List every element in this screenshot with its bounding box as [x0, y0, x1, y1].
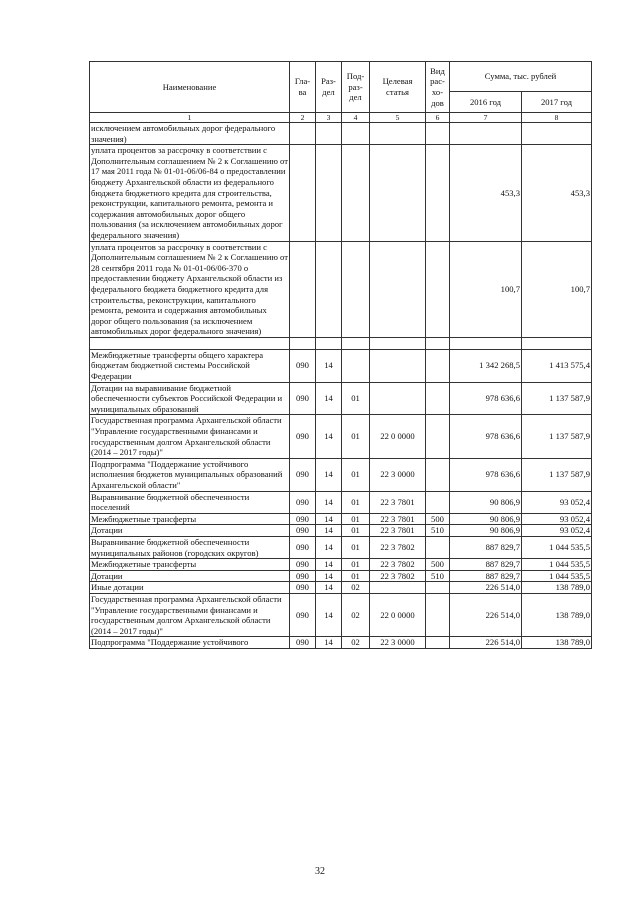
cell-target: 22 3 7801	[370, 491, 426, 513]
cell-target: 22 3 7801	[370, 513, 426, 525]
cell-subsection: 01	[342, 513, 370, 525]
cell-2017: 1 137 587,9	[522, 415, 592, 458]
cell-2017	[522, 337, 592, 349]
cell-section: 14	[316, 382, 342, 415]
cell-expense-type: 500	[426, 513, 450, 525]
cell-target: 22 3 7802	[370, 570, 426, 582]
table-row	[90, 582, 592, 594]
cell-name: уплата процентов за рассрочку в соответствии с Дополнительным соглашением № 2 к Соглашению от 28 сентября 2011 года № 01-01-06/06-370 о предоставлении бюджету Архангельской области из федерального бюджета бюджетного кредита для строительства, реконструкции, капитального ремонта, ремонта и содержания автомобильных дорог общего пользования (за исключением автомобильных дорог федерального значения)	[91, 241, 288, 337]
cell-2016: 978 636,6	[450, 382, 522, 415]
cell-section: 14	[316, 491, 342, 513]
cell-name: Дотации на выравнивание бюджетной обеспеченности субъектов Российской Федерации и муниципальных образований	[90, 382, 290, 415]
cell-subsection: 02	[342, 637, 370, 649]
col-number: 3	[316, 113, 342, 123]
cell-name	[90, 337, 290, 349]
cell-target	[370, 123, 426, 145]
cell-target	[370, 582, 426, 594]
cell-section: 14	[316, 582, 342, 594]
table-row	[90, 337, 592, 349]
table-row	[90, 145, 592, 241]
cell-section: 14	[316, 536, 342, 558]
col-number: 2	[290, 113, 316, 123]
cell-expense-type	[426, 491, 450, 513]
cell-2017: 1 137 587,9	[522, 458, 592, 491]
cell-expense-type	[426, 415, 450, 458]
cell-chapter	[290, 337, 316, 349]
cell-subsection: 01	[342, 525, 370, 537]
col-chapter-header: Гла- ва	[290, 62, 316, 113]
table-row	[90, 637, 592, 649]
cell-chapter	[290, 145, 316, 241]
cell-chapter: 090	[290, 458, 316, 491]
cell-subsection	[342, 337, 370, 349]
cell-chapter: 090	[290, 536, 316, 558]
table-body	[90, 123, 592, 649]
table-row	[90, 123, 592, 145]
cell-expense-type	[426, 458, 450, 491]
col-2017-header: 2017 год	[522, 92, 592, 113]
table-row	[90, 241, 592, 337]
cell-2017	[522, 123, 592, 145]
page-number: 32	[315, 866, 325, 877]
column-number-row	[90, 113, 592, 123]
table-row	[90, 458, 592, 491]
cell-section: 14	[316, 415, 342, 458]
cell-chapter: 090	[290, 582, 316, 594]
cell-chapter	[290, 123, 316, 145]
cell-2016: 887 829,7	[450, 536, 522, 558]
cell-section: 14	[316, 525, 342, 537]
cell-2016: 887 829,7	[450, 570, 522, 582]
cell-subsection: 02	[342, 582, 370, 594]
cell-chapter: 090	[290, 637, 316, 649]
cell-section: 14	[316, 349, 342, 382]
cell-name: Иные дотации	[90, 582, 290, 594]
col-target-header: Целевая статья	[370, 62, 426, 113]
cell-section	[316, 123, 342, 145]
cell-2016	[450, 337, 522, 349]
cell-expense-type	[426, 593, 450, 636]
cell-expense-type: 500	[426, 559, 450, 571]
cell-target	[370, 382, 426, 415]
cell-2016: 90 806,9	[450, 513, 522, 525]
col-section-header: Раз- дел	[316, 62, 342, 113]
cell-expense-type	[426, 337, 450, 349]
cell-chapter: 090	[290, 415, 316, 458]
col-number: 6	[426, 113, 450, 123]
col-sum-header: Сумма, тыс. рублей	[450, 62, 592, 92]
cell-2016: 226 514,0	[450, 593, 522, 636]
cell-section: 14	[316, 559, 342, 571]
cell-target: 22 0 0000	[370, 415, 426, 458]
cell-section	[316, 145, 342, 241]
cell-2016: 978 636,6	[450, 458, 522, 491]
table-row	[90, 415, 592, 458]
cell-target: 22 3 7801	[370, 525, 426, 537]
cell-subsection	[342, 241, 370, 337]
cell-chapter: 090	[290, 513, 316, 525]
cell-name: Выравнивание бюджетной обеспеченности муниципальных районов (городских округов)	[90, 536, 290, 558]
cell-name: Государственная программа Архангельской области "Управление государственными финансами и государственным долгом Архангельской области (2014 – 2017 годы)"	[90, 593, 290, 636]
cell-target: 22 3 7802	[370, 559, 426, 571]
cell-subsection: 01	[342, 382, 370, 415]
col-number: 8	[522, 113, 592, 123]
cell-2016: 887 829,7	[450, 559, 522, 571]
cell-subsection	[342, 349, 370, 382]
cell-2017: 1 044 535,5	[522, 570, 592, 582]
cell-section: 14	[316, 637, 342, 649]
cell-target: 22 3 7802	[370, 536, 426, 558]
col-expense-type-header: Вид рас- хо- дов	[426, 62, 450, 113]
cell-expense-type	[426, 582, 450, 594]
cell-2016: 90 806,9	[450, 491, 522, 513]
cell-2017: 1 044 535,5	[522, 536, 592, 558]
cell-name: Выравнивание бюджетной обеспеченности поселений	[90, 491, 290, 513]
cell-2017: 1 044 535,5	[522, 559, 592, 571]
cell-name: уплата процентов за рассрочку в соответствии с Дополнительным соглашением № 2 к Соглашению от 17 мая 2011 года № 01-01-06/06-84 о предоставлении бюджету Архангельской области из федерального бюджета бюджетного кредита для строительства, реконструкции, капитального ремонта, ремонта и содержания автомобильных дорог общего пользования (за исключением автомобильных дорог федерального значения)	[91, 145, 288, 240]
table-row	[90, 536, 592, 558]
cell-2016: 226 514,0	[450, 637, 522, 649]
cell-name: Государственная программа Архангельской области "Управление государственными финансами и государственным долгом Архангельской области (2014 – 2017 годы)"	[90, 415, 290, 458]
cell-section	[316, 241, 342, 337]
cell-chapter: 090	[290, 349, 316, 382]
cell-2017: 1 137 587,9	[522, 382, 592, 415]
col-2016-header: 2016 год	[450, 92, 522, 113]
cell-expense-type: 510	[426, 570, 450, 582]
cell-chapter: 090	[290, 559, 316, 571]
cell-target: 22 0 0000	[370, 593, 426, 636]
cell-expense-type	[426, 382, 450, 415]
cell-section: 14	[316, 513, 342, 525]
cell-expense-type: 510	[426, 525, 450, 537]
table-header	[90, 62, 592, 123]
cell-expense-type	[426, 536, 450, 558]
cell-chapter: 090	[290, 593, 316, 636]
cell-chapter: 090	[290, 382, 316, 415]
col-number: 4	[342, 113, 370, 123]
table-row	[90, 570, 592, 582]
cell-expense-type	[426, 241, 450, 337]
cell-2017: 453,3	[522, 145, 592, 241]
cell-subsection: 01	[342, 458, 370, 491]
cell-name: Подпрограмма "Поддержание устойчивого исполнения бюджетов муниципальных образований Архангельской области"	[90, 458, 290, 491]
cell-expense-type	[426, 637, 450, 649]
cell-section: 14	[316, 570, 342, 582]
table-row	[90, 349, 592, 382]
cell-2017: 93 052,4	[522, 525, 592, 537]
cell-subsection	[342, 145, 370, 241]
cell-target	[370, 241, 426, 337]
cell-2017: 138 789,0	[522, 637, 592, 649]
table-row	[90, 382, 592, 415]
col-number: 7	[450, 113, 522, 123]
cell-2016: 1 342 268,5	[450, 349, 522, 382]
cell-subsection: 02	[342, 593, 370, 636]
col-number: 5	[370, 113, 426, 123]
cell-2016: 453,3	[450, 145, 522, 241]
table-row	[90, 513, 592, 525]
cell-2017: 100,7	[522, 241, 592, 337]
table-row	[90, 491, 592, 513]
cell-section: 14	[316, 458, 342, 491]
table-row	[90, 559, 592, 571]
cell-2017: 1 413 575,4	[522, 349, 592, 382]
col-name-header: Наименование	[90, 62, 290, 113]
cell-subsection: 01	[342, 536, 370, 558]
col-subsection-header: Под- раз- дел	[342, 62, 370, 113]
cell-2017: 138 789,0	[522, 593, 592, 636]
cell-chapter: 090	[290, 525, 316, 537]
cell-target	[370, 337, 426, 349]
cell-expense-type	[426, 145, 450, 241]
cell-name: исключением автомобильных дорог федерального значения)	[90, 123, 290, 145]
cell-subsection	[342, 123, 370, 145]
cell-2016	[450, 123, 522, 145]
cell-section	[316, 337, 342, 349]
table-row	[90, 593, 592, 636]
cell-name: Межбюджетные трансферты	[90, 513, 290, 525]
cell-2017: 93 052,4	[522, 513, 592, 525]
cell-2016: 100,7	[450, 241, 522, 337]
cell-target: 22 3 0000	[370, 458, 426, 491]
cell-2017: 93 052,4	[522, 491, 592, 513]
cell-subsection: 01	[342, 415, 370, 458]
col-number: 1	[90, 113, 290, 123]
cell-chapter: 090	[290, 491, 316, 513]
cell-subsection: 01	[342, 559, 370, 571]
cell-target	[370, 349, 426, 382]
cell-section: 14	[316, 593, 342, 636]
cell-chapter	[290, 241, 316, 337]
cell-2016: 226 514,0	[450, 582, 522, 594]
cell-2016: 90 806,9	[450, 525, 522, 537]
cell-2016: 978 636,6	[450, 415, 522, 458]
cell-name: Дотации	[90, 525, 290, 537]
cell-2017: 138 789,0	[522, 582, 592, 594]
cell-subsection: 01	[342, 570, 370, 582]
cell-expense-type	[426, 349, 450, 382]
cell-name: Межбюджетные трансферты общего характера бюджетам бюджетной системы Российской Федерации	[90, 349, 290, 382]
budget-table	[89, 61, 592, 649]
cell-name: Подпрограмма "Поддержание устойчивого	[90, 637, 290, 649]
cell-name: Дотации	[90, 570, 290, 582]
cell-target	[370, 145, 426, 241]
cell-name: Межбюджетные трансферты	[90, 559, 290, 571]
cell-chapter: 090	[290, 570, 316, 582]
cell-target: 22 3 0000	[370, 637, 426, 649]
cell-expense-type	[426, 123, 450, 145]
table-row	[90, 525, 592, 537]
cell-subsection: 01	[342, 491, 370, 513]
